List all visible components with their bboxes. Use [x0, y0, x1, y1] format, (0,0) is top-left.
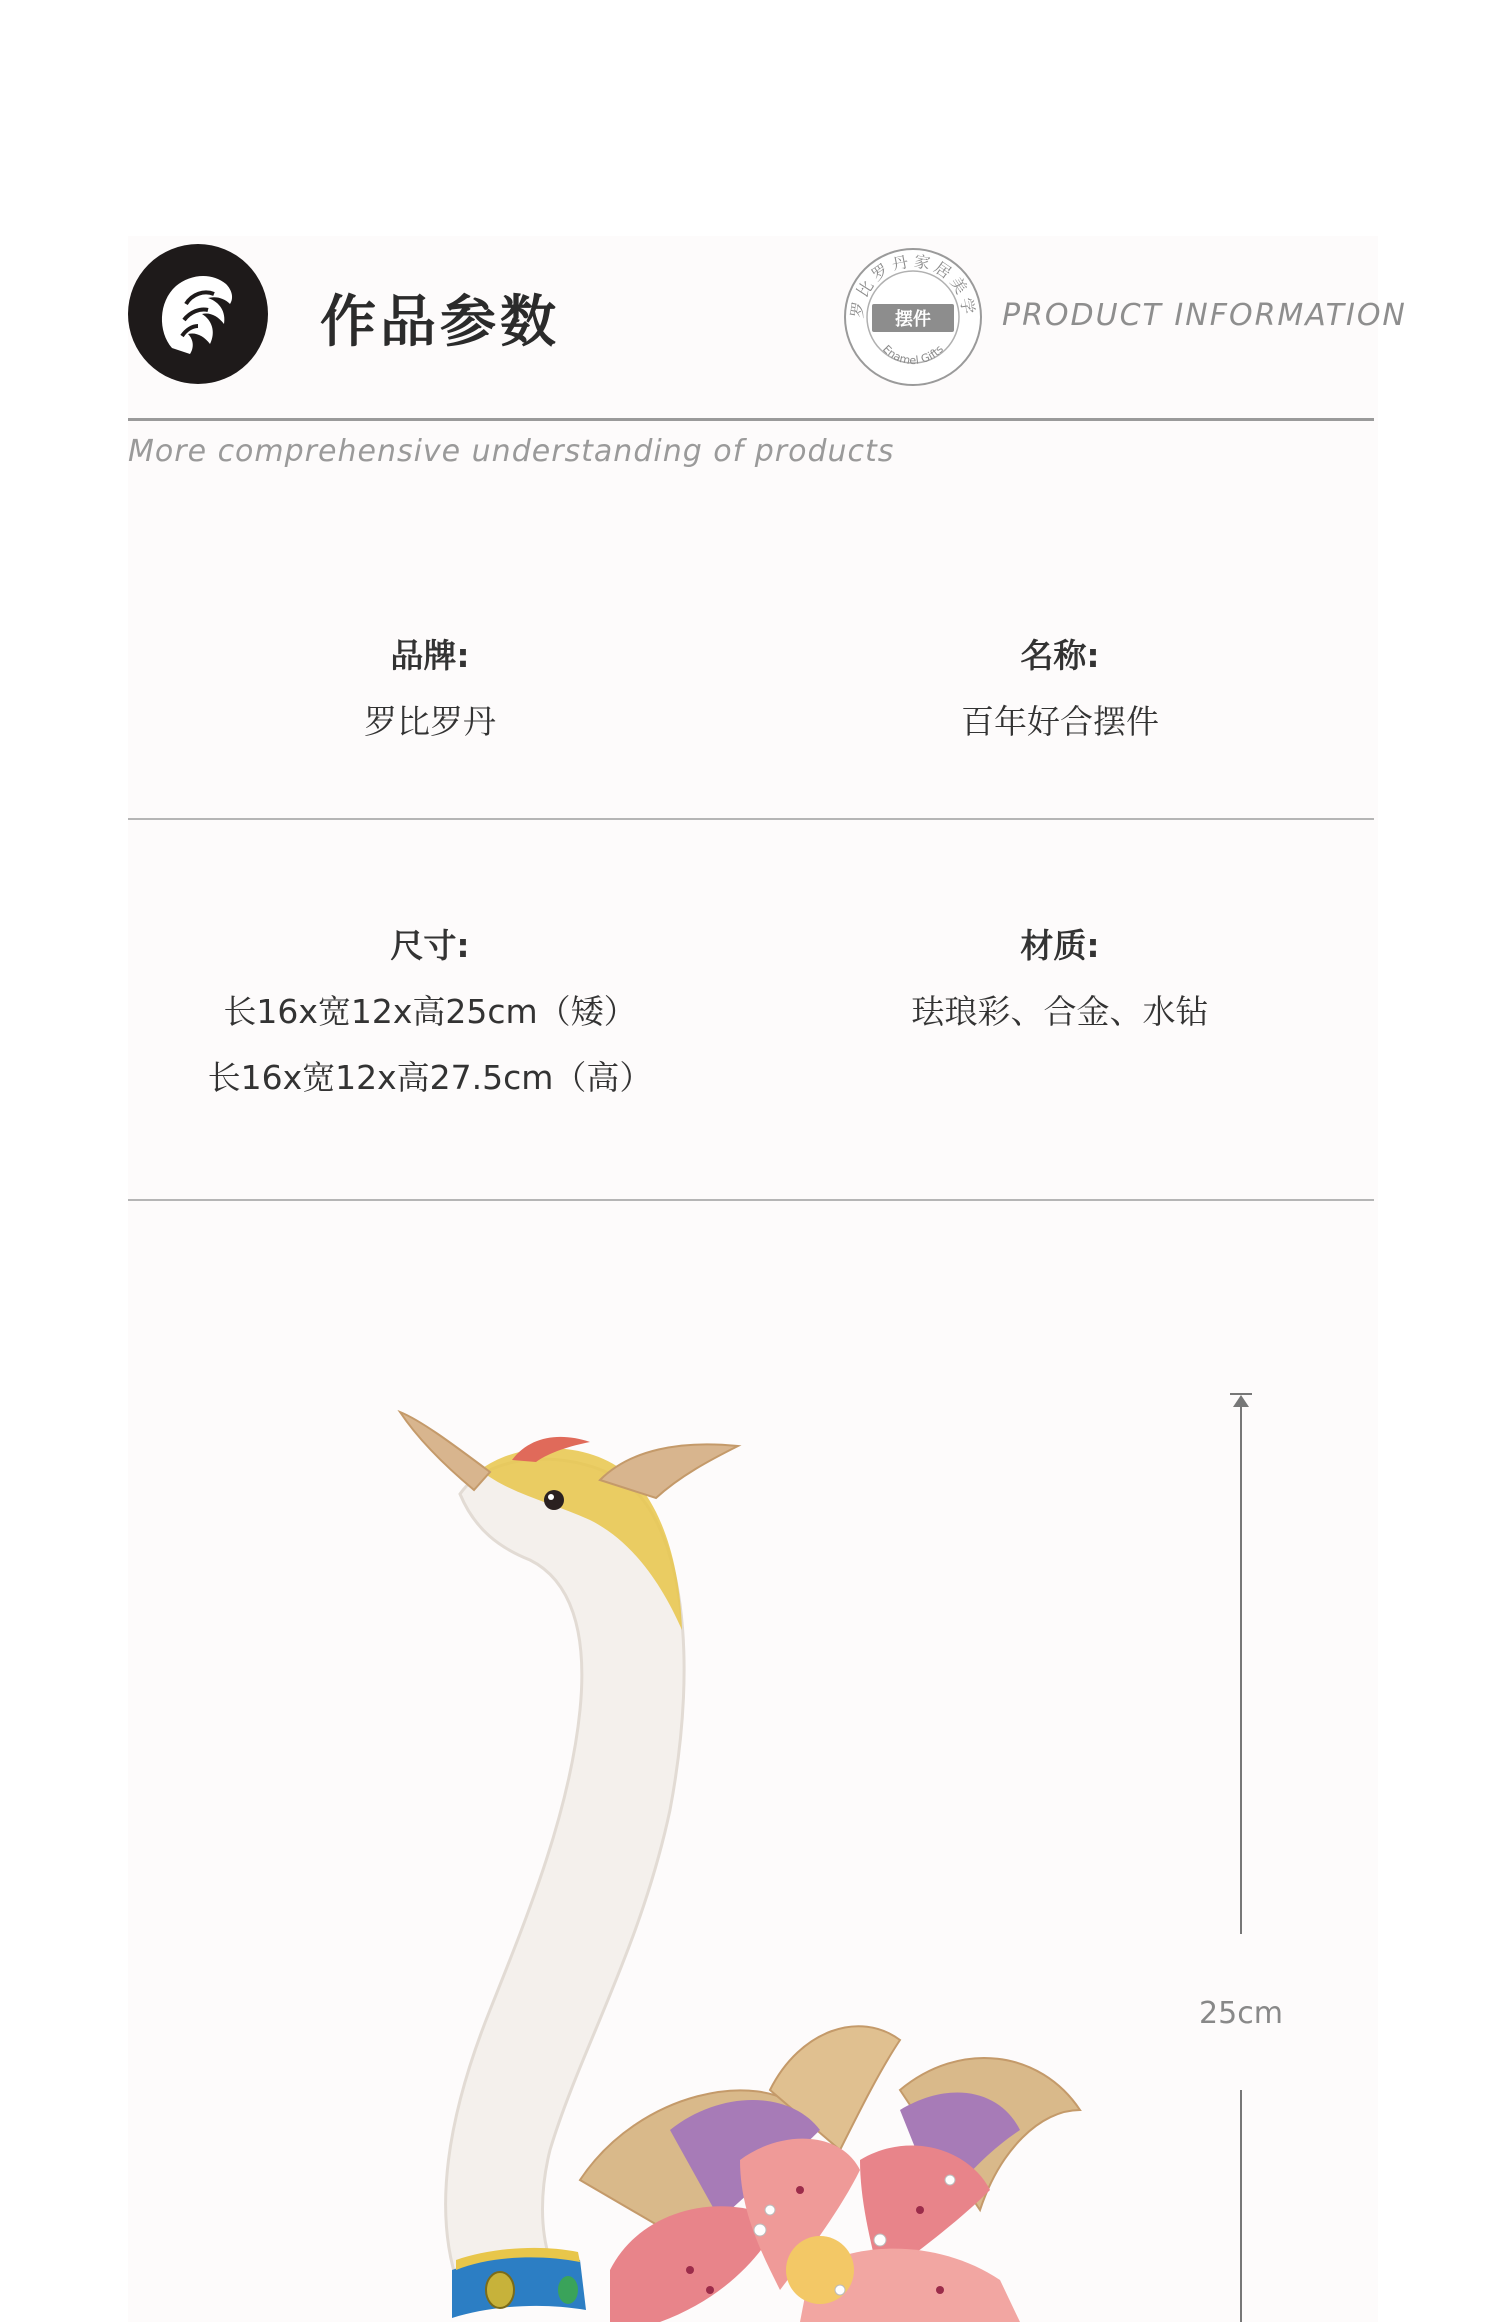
brand-label: 品牌:	[390, 636, 470, 675]
size-value-tall: 长16x宽12x高27.5cm（高）	[207, 1058, 653, 1097]
size-label: 尺寸:	[390, 926, 470, 965]
brand-logo	[128, 244, 268, 384]
size-value-short: 长16x宽12x高25cm（矮）	[223, 992, 637, 1031]
name-label: 名称:	[1020, 636, 1100, 675]
dimension-label: 25cm	[1199, 1996, 1283, 2031]
stamp-center-text: 摆件	[895, 309, 931, 330]
product-photo-swan	[340, 1390, 1140, 2322]
stamp-ring-text: 罗比罗丹家居美学	[847, 251, 979, 320]
material-value: 珐琅彩、合金、水钻	[911, 992, 1209, 1031]
name-value: 百年好合摆件	[961, 702, 1159, 741]
dimension-line-lower	[1240, 2090, 1242, 2322]
brand-stamp	[842, 246, 984, 388]
product-information-heading: PRODUCT INFORMATION	[1002, 298, 1407, 333]
spec-divider	[128, 818, 1374, 820]
brand-value: 罗比罗丹	[364, 702, 496, 741]
stamp-bottom-text: Enamel Gifts	[879, 342, 947, 368]
header-rule	[128, 418, 1374, 421]
section-subtitle: More comprehensive understanding of products	[128, 434, 895, 469]
material-label: 材质:	[1020, 926, 1100, 965]
spec-divider	[128, 1199, 1374, 1201]
dimension-line-upper	[1240, 1398, 1242, 1934]
section-title: 作品参数	[320, 290, 560, 355]
